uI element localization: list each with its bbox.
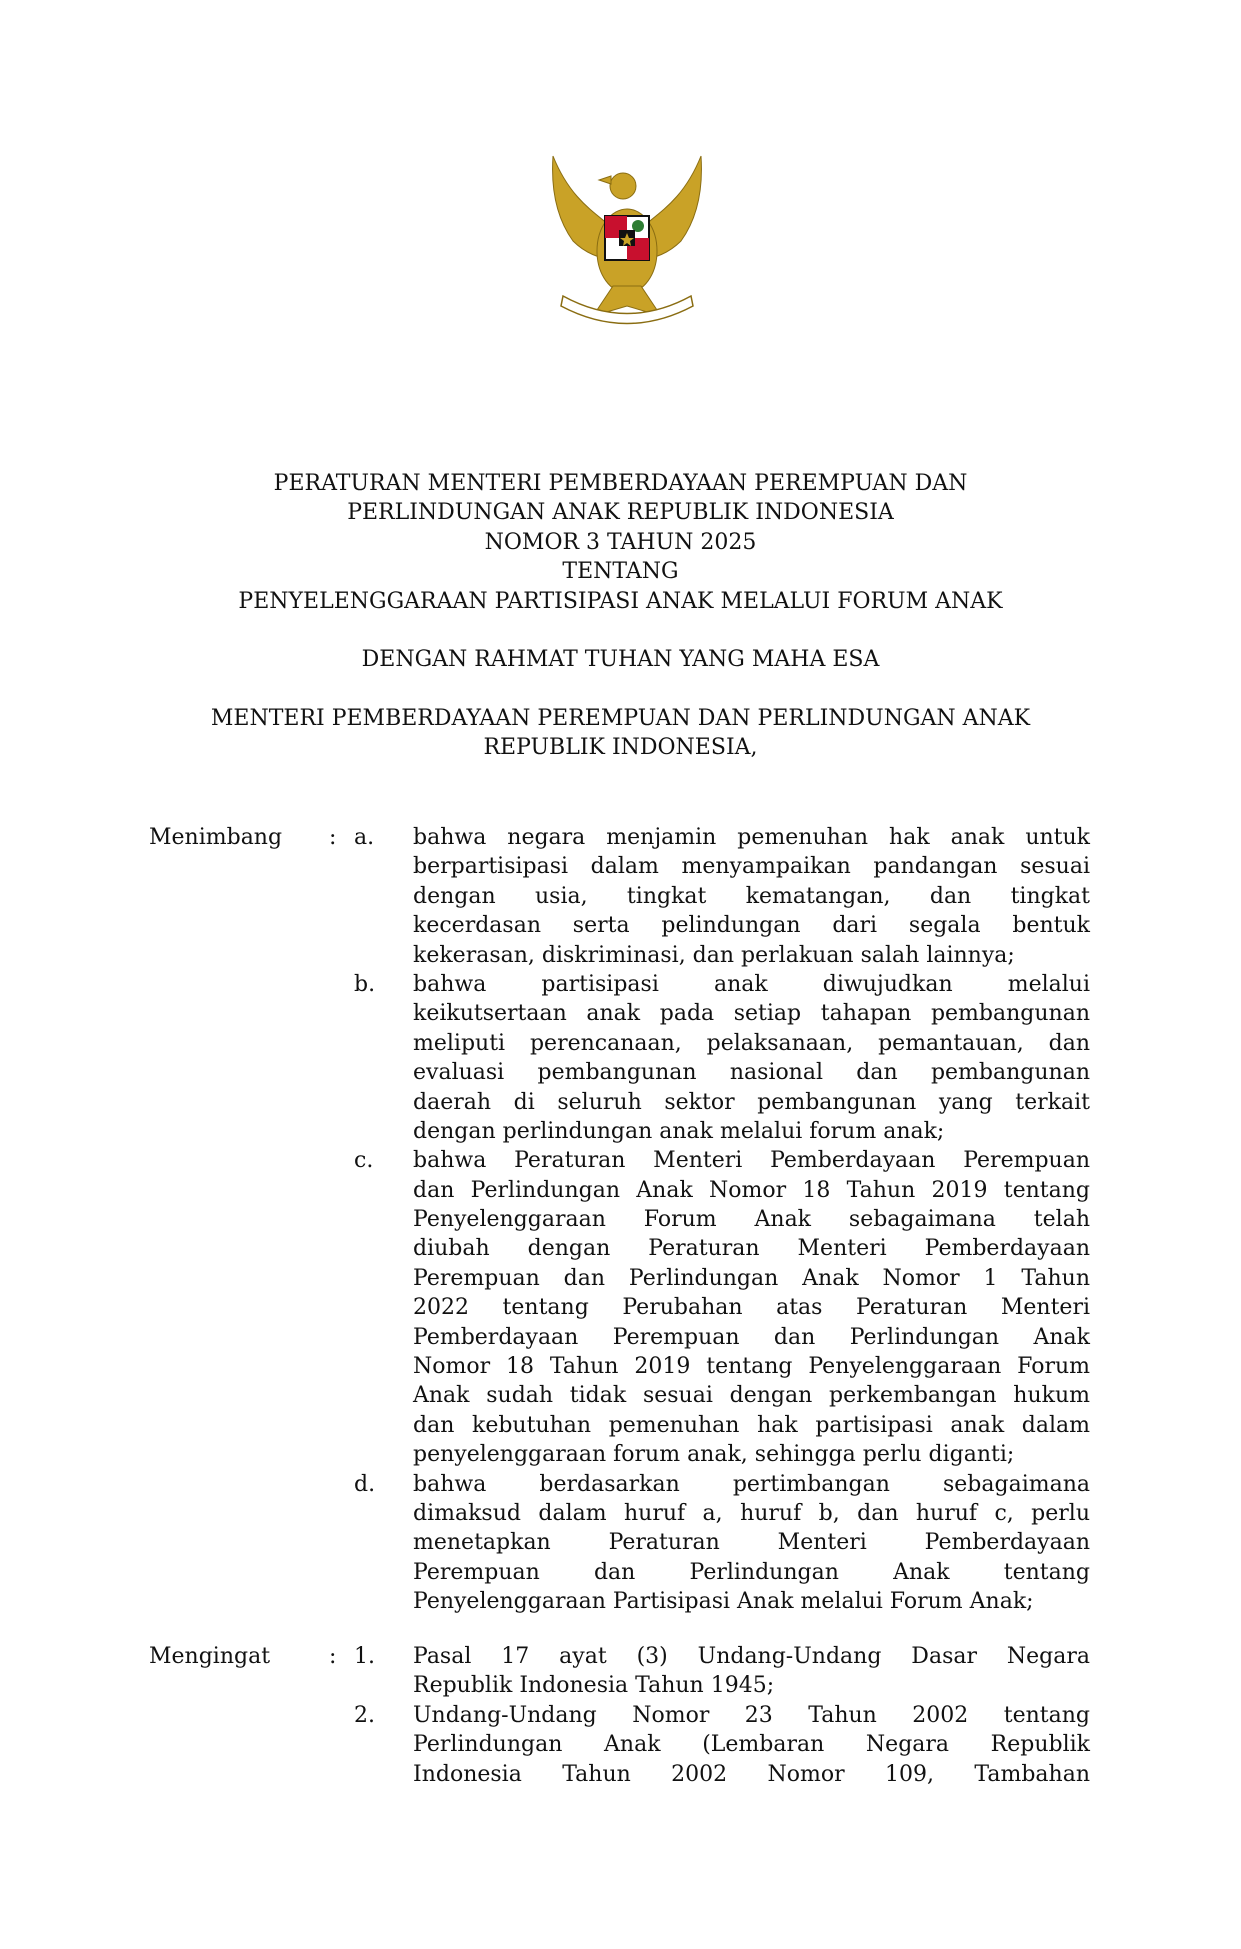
- text-line: kecerdasan serta pelindungan dari segala bentuk: [413, 913, 1090, 939]
- title-line: PERLINDUNGAN ANAK REPUBLIK INDONESIA: [347, 500, 894, 526]
- text-line: penyelenggaraan forum anak, sehingga perlu diganti;: [413, 1442, 1015, 1468]
- title-line: PENYELENGGARAAN PARTISIPASI ANAK MELALUI FORUM ANAK: [238, 588, 1003, 614]
- title-line: TENTANG: [562, 559, 679, 585]
- text-line: keikutsertaan anak pada setiap tahapan pembangunan: [413, 1001, 1090, 1027]
- text-line: daerah di seluruh sektor pembangunan yang terkait: [413, 1089, 1090, 1115]
- text-line: Pemberdayaan Perempuan dan Perlindungan Anak: [413, 1324, 1090, 1350]
- item-text: [413, 1470, 1090, 1617]
- opening-phrase: DENGAN RAHMAT TUHAN YANG MAHA ESA: [361, 647, 880, 672]
- text-line: Pasal 17 ayat (3) Undang-Undang Dasar Negara: [413, 1644, 1090, 1669]
- title-line: PERATURAN MENTERI PEMBERDAYAAN PEREMPUAN DAN: [273, 471, 968, 496]
- text-line: Perempuan dan Perlindungan Anak tentang: [413, 1559, 1090, 1585]
- item-marker: c.: [354, 1148, 374, 1174]
- minister-line: MENTERI PEMBERDAYAAN PEREMPUAN DAN PERLINDUNGAN ANAK: [210, 706, 1031, 731]
- text-line: dan kebutuhan pemenuhan hak partisipasi anak dalam: [413, 1412, 1090, 1438]
- list-item: [149, 1701, 1090, 1789]
- text-line: Perempuan dan Perlindungan Anak Nomor 1 Tahun: [413, 1265, 1090, 1291]
- text-line: Anak sudah tidak sesuai dengan perkembangan hukum: [413, 1383, 1090, 1409]
- list-item: [149, 1470, 1090, 1617]
- section-colon: :: [329, 825, 337, 850]
- text-line: dan Perlindungan Anak Nomor 18 Tahun 2019 tentang: [413, 1177, 1090, 1203]
- text-line: Penyelenggaraan Forum Anak sebagaimana telah: [413, 1207, 1090, 1233]
- title-line: NOMOR 3 TAHUN 2025: [484, 529, 757, 555]
- item-text: [413, 970, 1090, 1146]
- section-label: Mengingat: [149, 1644, 271, 1669]
- text-line: bahwa Peraturan Menteri Pemberdayaan Perempuan: [413, 1148, 1090, 1174]
- text-line: evaluasi pembangunan nasional dan pembangunan: [413, 1060, 1090, 1086]
- item-text: [413, 1146, 1090, 1469]
- garuda-pancasila-emblem: [543, 146, 711, 328]
- list-item: [149, 1146, 1090, 1469]
- text-line: Nomor 18 Tahun 2019 tentang Penyelenggaraan Forum: [413, 1354, 1090, 1380]
- list-item: [149, 970, 1090, 1146]
- text-line: dimaksud dalam huruf a, huruf b, dan huruf c, perlu: [413, 1500, 1090, 1526]
- text-line: menetapkan Peraturan Menteri Pemberdayaan: [413, 1530, 1090, 1556]
- text-line: dengan perlindungan anak melalui forum anak;: [413, 1118, 945, 1144]
- item-marker: d.: [354, 1471, 376, 1497]
- text-line: berpartisipasi dalam menyampaikan pandangan sesuai: [413, 854, 1090, 880]
- item-marker: 1.: [354, 1644, 375, 1669]
- text-line: dengan usia, tingkat kematangan, dan tingkat: [413, 883, 1090, 909]
- text-line: bahwa berdasarkan pertimbangan sebagaimana: [413, 1471, 1090, 1497]
- item-marker: b.: [354, 971, 376, 997]
- item-marker: 2.: [354, 1702, 375, 1728]
- list-item: [149, 823, 1090, 970]
- text-line: kekerasan, diskriminasi, dan perlakuan salah lainnya;: [413, 942, 1015, 968]
- list-item: [149, 1642, 1090, 1701]
- section-mengingat: [149, 1642, 1090, 1789]
- text-line: Penyelenggaraan Partisipasi Anak melalui Forum Anak;: [413, 1589, 1034, 1615]
- text-line: Perlindungan Anak (Lembaran Negara Republik: [413, 1732, 1090, 1758]
- text-line: Indonesia Tahun 2002 Nomor 109, Tambahan: [413, 1761, 1090, 1787]
- text-line: diubah dengan Peraturan Menteri Pemberdayaan: [413, 1236, 1090, 1262]
- item-text: [413, 823, 1090, 970]
- regulation-title: [0, 469, 1241, 616]
- minister-heading: [0, 704, 1241, 763]
- item-marker: a.: [354, 825, 375, 850]
- text-line: Republik Indonesia Tahun 1945;: [413, 1673, 775, 1699]
- text-line: 2022 tentang Perubahan atas Peraturan Menteri: [413, 1295, 1090, 1321]
- text-line: bahwa partisipasi anak diwujudkan melalui: [413, 971, 1090, 997]
- item-text: [413, 1642, 1090, 1701]
- text-line: meliputi perencanaan, pelaksanaan, pemantauan, dan: [413, 1030, 1090, 1056]
- minister-line: REPUBLIK INDONESIA,: [483, 735, 758, 761]
- item-text: [413, 1701, 1090, 1789]
- section-label: Menimbang: [149, 825, 283, 850]
- section-menimbang: [149, 823, 1090, 1617]
- section-colon: :: [329, 1644, 337, 1669]
- text-line: bahwa negara menjamin pemenuhan hak anak untuk: [413, 825, 1090, 850]
- text-line: Undang-Undang Nomor 23 Tahun 2002 tentang: [413, 1702, 1090, 1728]
